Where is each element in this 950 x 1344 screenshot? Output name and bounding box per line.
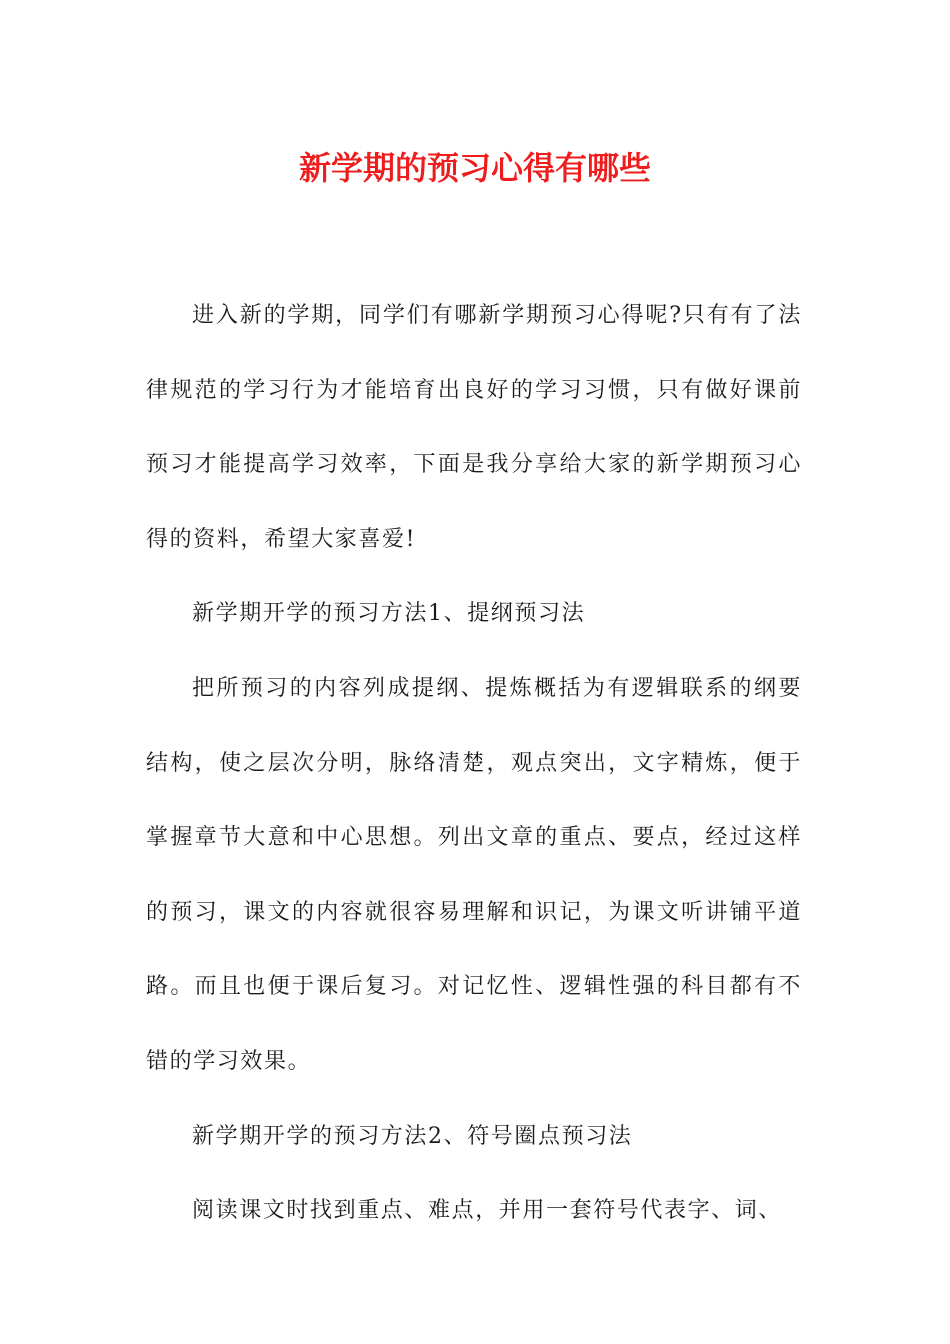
paragraph-method-2-heading: 新学期开学的预习方法2、符号圈点预习法	[192, 1123, 633, 1149]
document-title: 新学期的预习心得有哪些	[298, 149, 651, 187]
document-body	[146, 279, 802, 1249]
paragraph-method-1-heading: 新学期开学的预习方法1、提纲预习法	[192, 601, 586, 627]
paragraph-method-1-body: 把所预习的内容列成提纲、提炼概括为有逻辑联系的纲要结构，使之层次分明，脉络清楚，观点突出，文字精炼，便于掌握章节大意和中心思想。列出文章的重点、要点，经过这样的预习，课文的内容就很容易理解和识记，为课文听讲铺平道路。而且也便于课后复习。对记忆性、逻辑性强的科目都有不错的学习效果。	[146, 675, 802, 1074]
paragraph-method-2-body: 阅读课文时找到重点、难点，并用一套符号代表字、词、	[192, 1198, 783, 1224]
paragraph-intro: 进入新的学期，同学们有哪新学期预习心得呢?只有有了法律规范的学习行为才能培育出良好的学习习惯，只有做好课前预习才能提高学习效率，下面是我分享给大家的新学期预习心得的资料，希望大家喜爱!	[146, 303, 802, 552]
